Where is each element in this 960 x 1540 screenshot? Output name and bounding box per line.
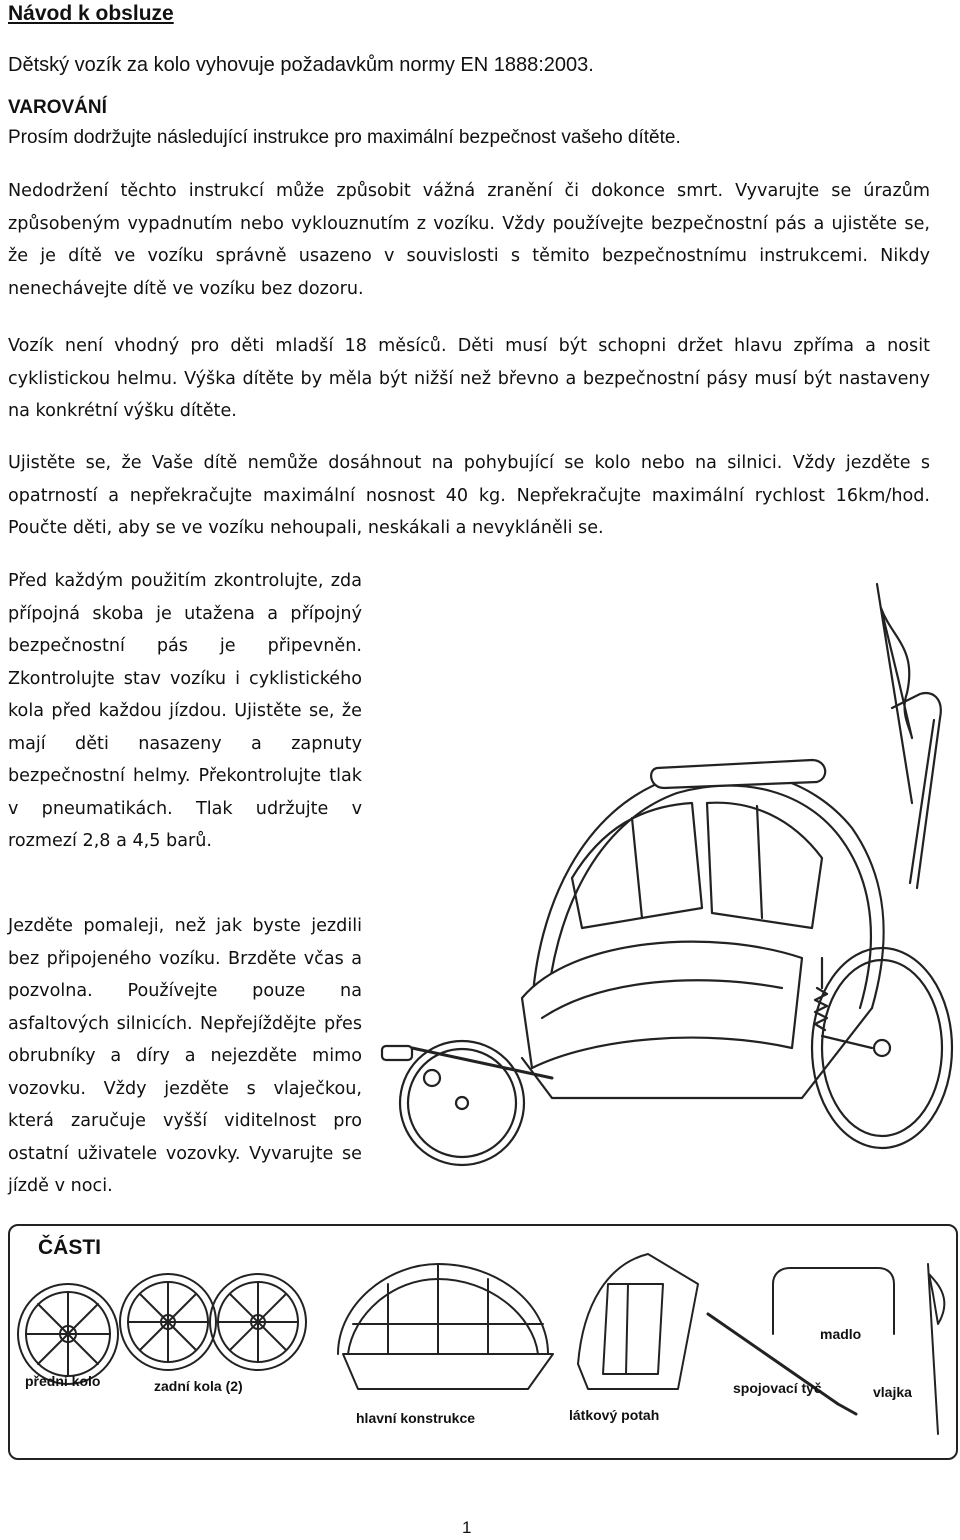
label-flag: vlajka [873, 1384, 912, 1400]
norm-statement: Dětský vozík za kolo vyhovuje požadavkům normy EN 1888:2003. [8, 54, 594, 76]
label-fabric-cover: látkový potah [569, 1407, 660, 1423]
label-main-frame: hlavní konstrukce [356, 1410, 476, 1426]
main-frame-drawing [338, 1264, 553, 1389]
warning-heading: VAROVÁNÍ [8, 97, 107, 118]
paragraph-age-limit: Vozík není vhodný pro děti mladší 18 měsíců. Děti musí být schopni držet hlavu zpříma a nosit cyklistickou helmu. Výška dítěte by měla být nižší než břevno a bezpečnostní pásy musí být nastaveny na konkrétní výšku dítěte. [8, 336, 930, 421]
front-wheel-drawing [18, 1284, 118, 1384]
warning-intro: Prosím dodržujte následující instrukce pro maximální bezpečnost vašeho dítěte. [8, 127, 681, 148]
document-title: Návod k obsluze [8, 2, 174, 25]
parts-illustrations [8, 1224, 958, 1460]
bike-trailer-illustration [372, 578, 958, 1178]
page-number: 1 [462, 1518, 472, 1537]
paragraph-pre-ride-check: Před každým použitím zkontrolujte, zda přípojná skoba je utažena a přípojný bezpečnostní pás je připevněn. Zkontrolujte stav vozíku i cyklistického kola před každou jízdou. Ujistěte se, že mají děti nasazeny a zapnuty bezpečnostní helmy. Překontrolujte tlak v pneumatikách. Tlak udržujte v rozmezí 2,8 a 4,5 barů. [8, 571, 362, 851]
label-handle: madlo [820, 1326, 862, 1342]
rear-wheels-drawing [120, 1274, 306, 1370]
label-tow-bar: spojovací tyč [733, 1380, 822, 1396]
flag-drawing [928, 1264, 944, 1434]
fabric-cover-drawing [578, 1254, 698, 1389]
paragraph-riding-rules: Jezděte pomaleji, než jak byste jezdili bez připojeného vozíku. Brzděte včas a pozvolna. Používejte pouze na asfaltových silnicích. Nepřejíždějte přes obrubníky a díry a nejezděte mimo vozovku. Vždy jezděte s vlaječkou, která zaručuje vyšší viditelnost pro ostatní uživatele vozovky. Vyvarujte se jízdě v noci. [8, 916, 362, 1196]
handle-drawing [773, 1268, 894, 1334]
paragraph-load-speed: Ujistěte se, že Vaše dítě nemůže dosáhnout na pohybující se kolo nebo na silnici. Vždy jezděte s opatrností a nepřekračujte maximální nosnost 40 kg. Nepřekračujte maximální rychlost 16km/hod. Poučte děti, aby se ve vozíku nehoupali, neskákali a nevykláněli se. [8, 453, 930, 538]
label-rear-wheels: zadní kola (2) [154, 1378, 243, 1394]
label-front-wheel: přední kolo [25, 1373, 101, 1389]
parts-title: ČÁSTI [38, 1236, 101, 1259]
paragraph-injury-warning: Nedodržení těchto instrukcí může způsobit vážná zranění či dokonce smrt. Vyvarujte se úrazům způsobeným vypadnutím nebo vyklouznutím z vozíku. Vždy používejte bezpečnostní pás a ujistěte se, že je dítě ve vozíku správně usazeno v souvislosti s těmito bezpečnostnímu instrukcemi. Nikdy nenechávejte dítě ve vozíku bez dozoru. [8, 181, 930, 299]
